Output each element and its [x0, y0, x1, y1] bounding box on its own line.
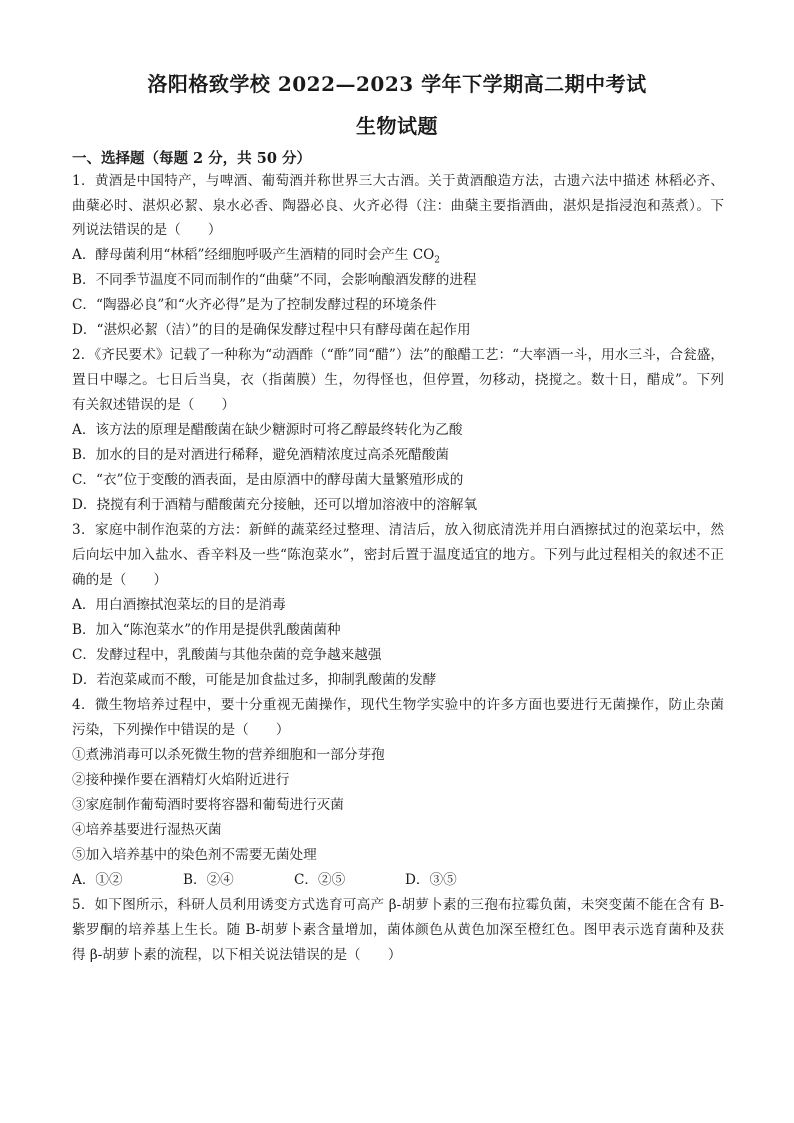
q3-stem-line3: 确的是（ ） [72, 572, 168, 588]
q4-stem-line1: 4．微生物培养过程中，要十分重视无菌操作，现代生物学实验中的许多方面也要进行无菌操作，防止杂菌 [72, 697, 724, 713]
q1-option-a-subscript: 2 [434, 255, 440, 266]
q3-stem-line1: 3．家庭中制作泡菜的方法：新鲜的蔬菜经过整理、清洁后，放入彻底清洗并用白酒擦拭过的泡菜坛中，然 [72, 522, 724, 538]
q4-options-row [72, 871, 724, 889]
q1-option-d: D．“湛炽必絜（洁）”的目的是确保发酵过程中只有酵母菌在起作用 [72, 322, 471, 338]
q3-stem-line2: 后向坛中加入盐水、香辛料及一些“陈泡菜水”，密封后置于温度适宜的地方。下列与此过程相关的叙述不正 [72, 547, 724, 563]
q3-option-d: D．若泡菜咸而不酸，可能是加食盐过多，抑制乳酸菌的发酵 [72, 672, 437, 688]
q3-option-b: B．加入“陈泡菜水”的作用是提供乳酸菌菌种 [72, 622, 341, 638]
exam-title: 洛阳格致学校 2022—2023 学年下学期高二期中考试 [147, 72, 647, 96]
q5-stem-line2: 紫罗酮的培养基上生长。随 Β-胡萝卜素含量增加，菌体颜色从黄色加深至橙红色。图甲表示选育菌种及获 [72, 922, 724, 938]
q4-statement-4: ④培养基要进行湿热灭菌 [72, 822, 222, 838]
q4-statement-3: ③家庭制作葡萄酒时要将容器和葡萄进行灭菌 [72, 797, 344, 813]
q2-option-c: C．“衣”位于变酸的酒表面，是由原酒中的酵母菌大量繁殖形成的 [72, 472, 464, 488]
q2-option-b: B．加水的目的是对酒进行稀释，避免酒精浓度过高杀死醋酸菌 [72, 447, 450, 463]
q3-option-a: A．用白酒擦拭泡菜坛的目的是消毒 [72, 597, 286, 613]
q2-option-a: A．该方法的原理是醋酸菌在缺少糖源时可将乙醇最终转化为乙酸 [72, 422, 463, 438]
q1-stem-line3: 列说法错误的是（ ） [72, 222, 222, 238]
q5-stem-line1: 5．如下图所示，科研人员利用诱变方式选育可高产 β-胡萝卜素的三孢布拉霉负菌，未突变菌不能在含有 Β- [72, 897, 724, 913]
q1-option-a [72, 246, 724, 270]
q1-stem-line2: 曲蘖必时、湛炽必絜、泉水必香、陶器必良、火齐必得（注：曲蘖主要指酒曲，湛炽是指浸泡和蒸煮）。下 [72, 198, 724, 214]
q2-option-d: D．挠搅有利于酒精与醋酸菌充分接触，还可以增加溶液中的溶解氧 [72, 497, 478, 513]
exam-subtitle: 生物试题 [356, 114, 438, 138]
q5-stem-line3: 得 β-胡萝卜素的流程，以下相关说法错误的是（ ） [72, 947, 402, 963]
q4-option-c: C．②⑤ [294, 872, 346, 888]
q4-statement-2: ②接种操作要在酒精灯火焰附近进行 [72, 772, 290, 788]
q4-statement-5: ⑤加入培养基中的染色剂不需要无菌处理 [72, 847, 317, 863]
q4-option-a: A．①② [72, 872, 123, 888]
q1-option-b: B．不同季节温度不同而制作的“曲蘖”不同，会影响酿酒发酵的进程 [72, 272, 477, 288]
q1-stem-line1: 1．黄酒是中国特产，与啤酒、葡萄酒并称世界三大古酒。关于黄酒酿造方法，古遗六法中描述 林稻必齐、 [72, 173, 724, 189]
q4-stem-line2: 污染，下列操作中错误的是（ ） [72, 722, 290, 738]
q2-stem-line2: 置日中曝之。七日后当臭，衣（指菌膜）生，勿得怪也，但停置，勿移动，挠搅之。数十日，醋成”。下列 [72, 372, 724, 388]
q2-stem-line1: 2．《齐民要术》记载了一种称为“动酒酢（“酢”同“醋”）法”的酿醋工艺：“大率酒一斗，用水三斗，合瓮盛， [72, 347, 724, 363]
section-heading: 一、选择题（每题 2 分，共 50 分） [72, 150, 311, 167]
q2-stem-line3: 有关叙述错误的是（ ） [72, 397, 236, 413]
q1-option-a-text: A．酵母菌利用“林稻”经细胞呼吸产生酒精的同时会产生 CO [72, 247, 435, 263]
q4-statement-1: ①煮沸消毒可以杀死微生物的营养细胞和一部分芽孢 [72, 747, 385, 763]
q1-option-c: C．“陶器必良”和“火齐必得”是为了控制发酵过程的环境条件 [72, 297, 437, 313]
q4-option-d: D．③⑤ [405, 872, 457, 888]
q3-option-c: C．发酵过程中，乳酸菌与其他杂菌的竞争越来越强 [72, 647, 382, 663]
q4-option-b: B．②④ [183, 872, 234, 888]
